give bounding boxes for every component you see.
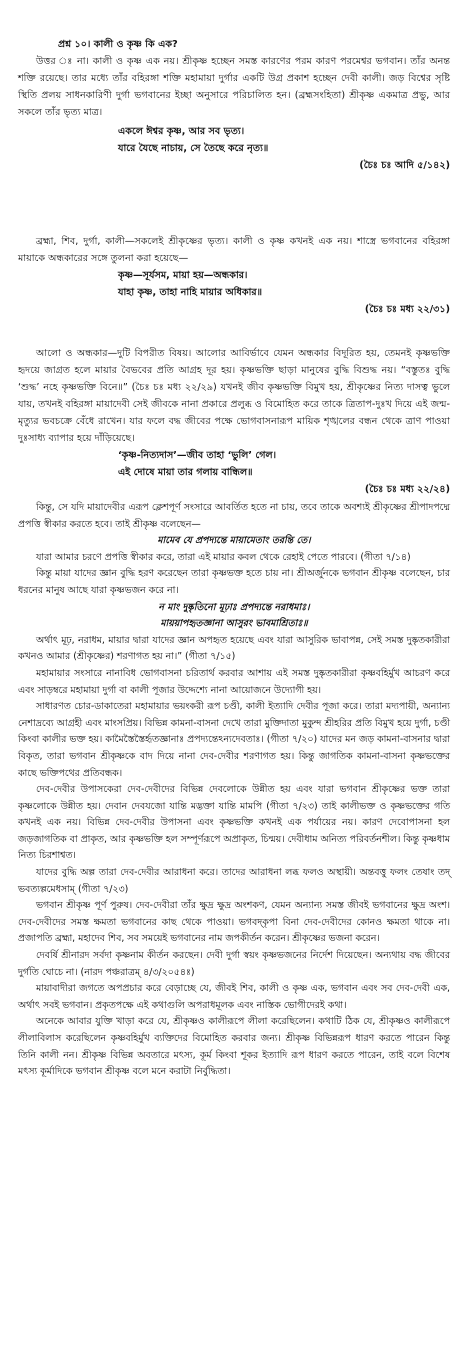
body-paragraph: দেব-দেবীর উপাসকেরা দেব-দেবীদের বিভিন্ন দেবলোকে উন্নীত হয় এবং যারা ভগবান শ্রীকৃষ্ণের ভক্ত তারা কৃষ্ণলোকে উন্নীত হয়। দেবান দেবযজো যান্তি মদ্ভক্তা যান্তি মামপি (গীতা ৭/২৩) তাই কালীভক্ত ও কৃষ্ণভক্তের গতি কখনই এক নয়। বিভিন্ন দেব-দেবীর উপাসনা এবং কৃষ্ণভক্তি কখনই এক পর্যায়ের নয়। কারণ দেবোপাসনা হল জড়জাগতিক বা প্রাকৃত, আর কৃষ্ণভক্তি হল সম্পূর্ণরূপে অপ্রাকৃত, চিন্ময়। দেবীধাম অনিত্য পরিবর্তনশীল। কিন্তু কৃষ্ণধাম নিত্য চিরশাশ্বত। — [18, 784, 450, 862]
servants-section — [18, 233, 450, 318]
verse-line: যারে যৈছে নাচায়, সে তৈছে করে নৃত্য॥ — [118, 143, 269, 154]
body-paragraph: ভগবান শ্রীকৃষ্ণ পূর্ণ পুরুষ। দেব-দেবীরা তাঁর ক্ষুদ্র ক্ষুদ্র অংশকণ, যেমন অন্যান্য সমস্ত জীবই ভগবানের ক্ষুদ্র অংশ। দেব-দেবীদের সমস্ত ক্ষমতা ভগবানের কাছ থেকে পাওয়া। ভগবদ্‌কৃপা বিনা দেব-দেবীদের কোনও ক্ষমতা থাকে না। প্রজাপতি ব্রহ্মা, মহাদেব শিব, সব সময়েই ভগবানের নাম জপকীর্তন করেন। শ্রীকৃষ্ণের ভজনা করেন। — [18, 900, 450, 945]
body-paragraph: সাধারণত চোর-ডাকাতেরা মহামায়ার ভয়ংকরী রূপ চণ্ডী, কালী ইত্যাদি দেবীর পূজা করে। তারা মদ্যপায়ী, অন্যান্য নেশাদ্রব্যে আগ্রহী এবং মাংসপ্রিয়। বিভিন্ন কামনা-বাসনা দেখে তারা মুক্তিদাতা মুকুন্দ শ্রীহরির প্রতি বিমুখ হয়ে দুর্গা, চণ্ডী কিংবা কালীর ভক্ত হয়। কামৈস্তৈস্তৈর্হৃতজ্ঞানাঃ প্রপদ্যন্তেঽন্যদেবতাঃ। (গীতা ৭/২০) যাদের মন জড় কামনা-বাসনার দ্বারা বিকৃত, তারা ভগবান শ্রীকৃষ্ণকে বাদ দিয়ে নানা দেব-দেবীর শরণাগত হয়। কিন্তু জাগতিক কামনা-বাসনা কৃষ্ণভক্তের কাছে ভক্তিপথের প্রতিবন্ধক। — [18, 701, 450, 779]
body-paragraph: আলো ও অন্ধকার—দুটি বিপরীত বিষয়। আলোর আবির্ভাবে যেমন অন্ধকার বিদূরিত হয়, তেমনই কৃষ্ণভক্তি হৃদয়ে জাগ্রত হলে মায়ার বৈভবের প্রতি আগ্রহ দূর হয়। কৃষ্ণভক্তি ছাড়া মানুষের বুদ্ধি বিশুদ্ধ নয়। “বস্তুতঃ বুদ্ধি ‘শুদ্ধ’ নহে কৃষ্ণভক্তি বিনে॥” (চৈঃ চঃ মধ্য ২২/২৯) যখনই জীব কৃষ্ণভক্তি বিমুখ হয়, শ্রীকৃষ্ণের নিত্য দাসত্ব ভুলে যায়, তখনই বহিরঙ্গা মায়াদেবী সেই জীবকে নানা প্রকারে প্রলুব্ধ ও বিমোহিত করে তাকে ত্রিতাপ-দুঃখ দিয়ে এই জন্ম-মৃত্যুর ভবচক্রে বেঁধে রাখেন। যার ফলে বদ্ধ জীবের পক্ষে ভোগবাসনারূপ মায়িক শৃঙ্খলের বন্ধন থেকে ত্রাণ পাওয়া দুঃসাধ্য ব্যাপার হয়ে দাঁড়িয়েছে। — [18, 348, 450, 444]
body-paragraph: দেবর্ষি শ্রীনারদ সর্বদা কৃষ্ণনাম কীর্তন করছেন। দেবী দুর্গা স্বয়ং কৃষ্ণভজনের নির্দেশ দিয়েছেন। অন্যথায় বদ্ধ জীবের দুর্গতি ঘোচে না। (নারদ পঞ্চরাত্রম্ ৪/৩/২০৫৪ঃ) — [18, 950, 450, 978]
body-paragraph: মায়াবাদীরা জগতে অপপ্রচার করে বেড়াচ্ছে যে, জীবই শিব, কালী ও কৃষ্ণ এক, ভগবান এবং সব দেব-দেবী এক, অর্থাৎ সবই ভগবান। প্রকৃতপক্ষে এই কথাগুলি অপরাধমূলক এবং নাস্তিক ভোগীদেরই কথা। — [18, 983, 450, 1011]
sanskrit-verse: ন মাং দুষ্কৃতিনো মূঢ়াঃ প্রপদ্যন্তে নরাধমাঃ। — [158, 601, 310, 613]
body-paragraph: মহামায়ার সংসারে নানাবিধ ভোগবাসনা চরিতার্থ করবার আশায় এই সমস্ত দুষ্কৃতকারীরা কৃষ্ণবহির্মুখ আচরণ করে এবং সাড়ম্বরে মহামায়া দুর্গা বা কালী পূজার উদ্দেশ্যে নানা আয়োজনে উদ্যোগী হয়। — [18, 667, 450, 696]
verse-line: এই দোষে মায়া তার গলায় বান্ধিল॥ — [118, 467, 253, 478]
body-paragraph: যারা আমার চরণে প্রপত্তি স্বীকার করে, তারা এই মায়ার কবল থেকে রেহাই পেতে পারবে। (গীতা ৭/১৪) — [36, 551, 411, 563]
body-paragraph: অর্থাৎ মূঢ়, নরাধম, মায়ার দ্বারা যাদের জ্ঞান অপহৃত হয়েছে এবং যারা আসুরিক ভাবাপন্ন, সেই সমস্ত দুষ্কৃতকারীরা কখনও আমার (শ্রীকৃষ্ণের) শরণাগত হয় না।” (গীতা ৭/১৫) — [18, 634, 450, 663]
verse-line: একলে ঈশ্বর কৃষ্ণ, আর সব ভৃত্য। — [118, 126, 245, 137]
verse-reference: (চৈঃ চঃ মধ্য ২২/২৪) — [364, 484, 450, 495]
verse-line: ‘কৃষ্ণ-নিত্যদাস’—জীব তাহা ‘ভুলি’ গেল। — [118, 450, 277, 461]
question-heading: প্রশ্ন ১০। কালী ও কৃষ্ণ কি এক? — [58, 39, 178, 50]
verse-reference: (চৈঃ চঃ মধ্য ২২/৩১) — [364, 304, 450, 315]
body-paragraph: যাদের বুদ্ধি অল্প তারা দেব-দেবীর আরাধনা করে। তাদের আরাধনা লব্ধ ফলও অস্থায়ী। অন্তবত্তু ফলং তেষাং তদ্ ভবত্যল্পমেধসাম্ (গীতা ৭/২৩) — [18, 867, 450, 895]
body-paragraph: ব্রহ্মা, শিব, দুর্গা, কালী—সকলেই শ্রীকৃষ্ণের ভৃত্য। কালী ও কৃষ্ণ কখনই এক নয়। শাস্ত্রে ভগবানের বহিরঙ্গা মায়াকে অন্ধকারের সঙ্গে তুলনা করা হয়েছে— — [18, 236, 450, 264]
verse-reference: (চৈঃ চঃ আদি ৫/১৪২) — [359, 160, 450, 171]
body-paragraph: অনেকে আবার যুক্তি খাড়া করে যে, শ্রীকৃষ্ণও কালীরূপে লীলা করেছিলেন। কথাটি ঠিক যে, শ্রীকৃষ্ণও কালীরূপে লীলাবিলাস করেছিলেন কৃষ্ণবহির্মুখ ব্যক্তিদের বিমোহিত করবার জন্য। শ্রীকৃষ্ণ বিভিন্নরূপ ধারণ করতে পারেন কিন্তু তিনি কালী নন। শ্রীকৃষ্ণ বিভিন্ন অবতারে মৎস্য, কূর্ম কিংবা শূকর ইত্যাদি রূপ ধারণ করতে পারেন, তাই বলে বিশেষ মৎস্য কূর্মাদিকে ভগবান শ্রীকৃষ্ণ বলে মনে করাটা নির্বুদ্ধিতা। — [18, 1016, 450, 1078]
surrender-section — [18, 500, 450, 1081]
answer-paragraph: উত্তর ঃ না। কালী ও কৃষ্ণ এক নয়। শ্রীকৃষ্ণ হচ্ছেন সমস্ত কারণের পরম কারণ পরমেশ্বর ভগবান। তাঁর অনন্ত শক্তি রয়েছে। তার মধ্যে তাঁর বহিরঙ্গা শক্তি মহামায়া দুর্গার একটি উগ্র প্রকাশ হচ্ছেন দেবী কালী। জড় বিশ্বের সৃষ্টি স্থিতি প্রলয় সাধনকারিণী দুর্গা ভগবানের ইচ্ছা অনুসারে পরিচালিত হন। (ব্রহ্মসংহিতা) শ্রীকৃষ্ণ একমাত্র প্রভু, আর সকলে তাঁর ভৃত্য মাত্র। — [18, 56, 450, 118]
verse-line: যাহা কৃষ্ণ, তাহা নাহি মায়ার অধিকার॥ — [118, 287, 263, 298]
sanskrit-verse: মায়য়াপহৃতজ্ঞানা আসুরং ভাবমাশ্রিতাঃ॥ — [160, 618, 308, 630]
body-paragraph: কিন্তু মায়া যাদের জ্ঞান বুদ্ধি হরণ করেছেন তারা কৃষ্ণভক্ত হতে চায় না। শ্রীঅর্জুনকে ভগবান শ্রীকৃষ্ণ বলেছেন, চার ধরনের মানুষ আছে যারা কৃষ্ণভজন করে না। — [18, 568, 450, 596]
sanskrit-verse: মামেব যে প্রপদ্যন্তে মায়ামেতাং তরন্তি তে। — [157, 535, 311, 547]
verse-line: কৃষ্ণ—সূর্যসম, মায়া হয়—অন্ধকার। — [118, 270, 248, 281]
body-paragraph: কিন্তু, সে যদি মায়াদেবীর এরূপ ক্লেশপূর্ণ সংসারে আবর্তিত হতে না চায়, তবে তাকে অবশ্যই শ্রীকৃষ্ণের শ্রীপাদপদ্মে প্রপত্তি স্বীকার করতে হবে। তাই শ্রীকৃষ্ণ বলেছেন— — [18, 502, 450, 530]
question-10-section — [18, 36, 450, 174]
light-darkness-section — [18, 345, 450, 498]
